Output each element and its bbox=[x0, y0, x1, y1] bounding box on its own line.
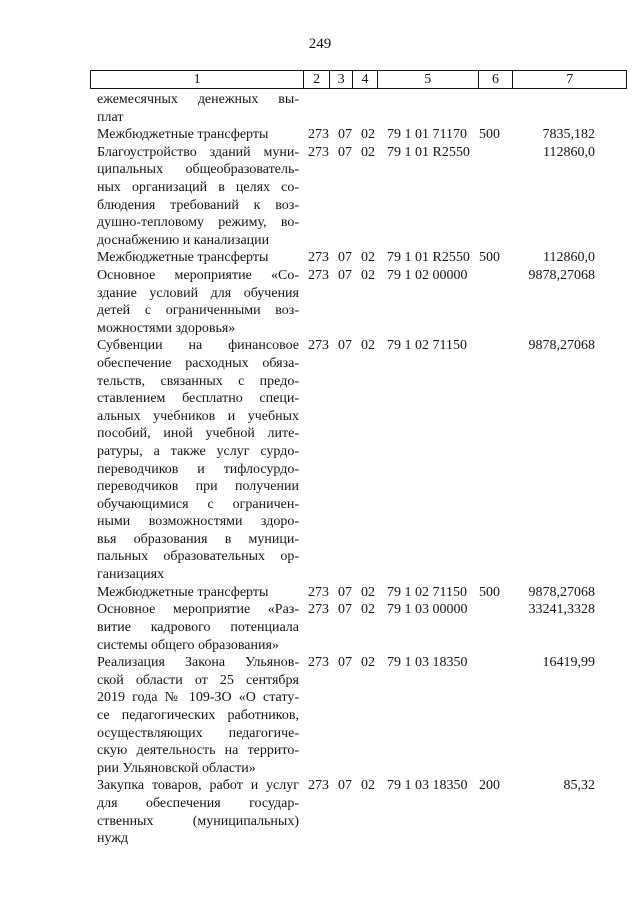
amount-value: 16419,99 bbox=[542, 655, 595, 671]
description-line: детей с ограниченными воз- bbox=[97, 303, 299, 319]
amount-value: 9878,27068 bbox=[528, 267, 595, 283]
description-line: ципальных общеобразователь- bbox=[97, 162, 299, 178]
podrazdel-code: 02 bbox=[361, 778, 375, 794]
description-line: для обеспечения государ- bbox=[97, 795, 299, 811]
target-article-code: 79 1 01 R2550 bbox=[387, 250, 470, 266]
row-description bbox=[97, 144, 299, 250]
podrazdel-code: 02 bbox=[361, 584, 375, 600]
description-line: скую деятельность на террито- bbox=[97, 743, 299, 759]
description-line: Межбюджетные трансферты bbox=[97, 127, 269, 143]
vedomstvo-code: 273 bbox=[308, 584, 329, 600]
vedomstvo-code: 273 bbox=[308, 655, 329, 671]
description-line: пальных образовательных ор- bbox=[97, 549, 299, 565]
row-description bbox=[97, 337, 299, 583]
description-line: Закупка товаров, работ и услуг bbox=[97, 778, 299, 794]
razdel-code: 07 bbox=[338, 584, 352, 600]
amount-value: 33241,3328 bbox=[528, 602, 595, 618]
row-description bbox=[97, 267, 299, 337]
vedomstvo-code: 273 bbox=[308, 267, 329, 283]
table-row bbox=[0, 267, 640, 337]
description-line: ежемесячных денежных вы- bbox=[97, 92, 299, 107]
header-col-6: 6 bbox=[479, 71, 514, 88]
razdel-code: 07 bbox=[338, 250, 352, 266]
vedomstvo-code: 273 bbox=[308, 250, 329, 266]
table-row bbox=[0, 601, 640, 654]
description-line: обеспечение расходных обяза- bbox=[97, 355, 299, 371]
description-line: доснабжению и канализации bbox=[97, 232, 270, 248]
razdel-code: 07 bbox=[338, 602, 352, 618]
expense-type-code: 500 bbox=[479, 127, 500, 143]
row-description bbox=[97, 584, 299, 602]
description-line: пособий, иной учебной лите- bbox=[97, 426, 299, 442]
table-row bbox=[0, 584, 640, 602]
description-line: ными возможностями здоро- bbox=[97, 514, 299, 530]
description-line: ственных (муниципальных) bbox=[97, 813, 299, 829]
description-line: Межбюджетные трансферты bbox=[97, 250, 269, 266]
razdel-code: 07 bbox=[338, 655, 352, 671]
vedomstvo-code: 273 bbox=[308, 602, 329, 618]
page-number: 249 bbox=[308, 36, 332, 52]
expense-type-code: 500 bbox=[479, 584, 500, 600]
target-article-code: 79 1 02 71150 bbox=[387, 584, 467, 600]
description-line: альных учебников и учебных bbox=[97, 408, 299, 424]
description-line: Основное мероприятие «Раз- bbox=[97, 602, 299, 618]
podrazdel-code: 02 bbox=[361, 267, 375, 283]
row-description bbox=[97, 91, 299, 126]
table-row bbox=[0, 126, 640, 144]
description-line: плат bbox=[97, 109, 124, 125]
description-line: рии Ульяновской области» bbox=[97, 760, 256, 776]
description-line: переводчиков при получении bbox=[97, 479, 299, 495]
description-line: Межбюджетные трансферты bbox=[97, 584, 269, 600]
podrazdel-code: 02 bbox=[361, 250, 375, 266]
row-description bbox=[97, 654, 299, 777]
vedomstvo-code: 273 bbox=[308, 778, 329, 794]
vedomstvo-code: 273 bbox=[308, 127, 329, 143]
header-col-1: 1 bbox=[91, 71, 304, 88]
description-line: ратуры, а также услуг сурдо- bbox=[97, 443, 299, 459]
table-row bbox=[0, 249, 640, 267]
podrazdel-code: 02 bbox=[361, 602, 375, 618]
table-row bbox=[0, 337, 640, 583]
target-article-code: 79 1 03 18350 bbox=[387, 778, 468, 794]
header-col-4: 4 bbox=[353, 71, 378, 88]
description-line: витие кадрового потенциала bbox=[97, 619, 299, 635]
description-line: се педагогических работников, bbox=[97, 707, 299, 723]
podrazdel-code: 02 bbox=[361, 127, 375, 143]
header-col-3: 3 bbox=[330, 71, 353, 88]
description-line: ставлением бесплатно специ- bbox=[97, 391, 299, 407]
podrazdel-code: 02 bbox=[361, 144, 375, 160]
description-line: переводчиков и тифлосурдо- bbox=[97, 461, 299, 477]
table-row bbox=[0, 91, 640, 126]
table-row bbox=[0, 654, 640, 777]
amount-value: 9878,27068 bbox=[528, 338, 595, 354]
target-article-code: 79 1 01 R2550 bbox=[387, 144, 470, 160]
description-line: Реализация Закона Ульянов- bbox=[97, 655, 299, 671]
amount-value: 112860,0 bbox=[543, 144, 595, 160]
header-col-7: 7 bbox=[566, 72, 574, 87]
description-line: вья образования в муници- bbox=[97, 531, 299, 547]
row-description bbox=[97, 249, 299, 267]
description-line: тельств, связанных с предо- bbox=[97, 373, 299, 389]
podrazdel-code: 02 bbox=[361, 338, 375, 354]
razdel-code: 07 bbox=[338, 778, 352, 794]
description-line: Основное мероприятие «Со- bbox=[97, 267, 299, 283]
description-line: Субвенции на финансовое bbox=[97, 338, 299, 354]
description-line: нужд bbox=[97, 831, 129, 847]
target-article-code: 79 1 03 18350 bbox=[387, 655, 468, 671]
table-row bbox=[0, 777, 640, 847]
amount-value: 112860,0 bbox=[543, 250, 595, 266]
header-col-2: 2 bbox=[304, 71, 330, 88]
amount-value: 9878,27068 bbox=[528, 584, 595, 600]
row-description bbox=[97, 126, 299, 144]
razdel-code: 07 bbox=[338, 144, 352, 160]
podrazdel-code: 02 bbox=[361, 655, 375, 671]
description-line: душно-тепловому режиму, во- bbox=[97, 215, 299, 231]
target-article-code: 79 1 02 00000 bbox=[387, 267, 468, 283]
description-line: 2019 года № 109-ЗО «О стату- bbox=[97, 690, 299, 706]
description-line: здание условий для обучения bbox=[97, 285, 299, 301]
target-article-code: 79 1 03 00000 bbox=[387, 602, 468, 618]
vedomstvo-code: 273 bbox=[308, 144, 329, 160]
description-line: ных организаций в целях со- bbox=[97, 179, 299, 195]
amount-value: 7835,182 bbox=[542, 127, 595, 143]
description-line: Благоустройство зданий муни- bbox=[97, 144, 299, 160]
row-description bbox=[97, 601, 299, 654]
table-body bbox=[0, 91, 640, 848]
description-line: обучающимися с ограничен- bbox=[97, 496, 299, 512]
razdel-code: 07 bbox=[338, 127, 352, 143]
description-line: системы общего образования» bbox=[97, 637, 279, 653]
description-line: можностями здоровья» bbox=[97, 320, 236, 336]
amount-value: 85,32 bbox=[563, 778, 595, 794]
header-col-5: 5 bbox=[378, 71, 479, 88]
expense-type-code: 200 bbox=[479, 778, 500, 794]
target-article-code: 79 1 02 71150 bbox=[387, 338, 467, 354]
description-line: ской области от 25 сентября bbox=[97, 672, 299, 688]
row-description bbox=[97, 777, 299, 847]
razdel-code: 07 bbox=[338, 267, 352, 283]
description-line: блюдения требований к воз- bbox=[97, 197, 299, 213]
vedomstvo-code: 273 bbox=[308, 338, 329, 354]
target-article-code: 79 1 01 71170 bbox=[387, 127, 467, 143]
razdel-code: 07 bbox=[338, 338, 352, 354]
table-row bbox=[0, 144, 640, 250]
expense-type-code: 500 bbox=[479, 250, 500, 266]
table-header bbox=[90, 70, 627, 89]
description-line: ганизациях bbox=[97, 567, 165, 583]
description-line: осуществляющих педагогиче- bbox=[97, 725, 299, 741]
